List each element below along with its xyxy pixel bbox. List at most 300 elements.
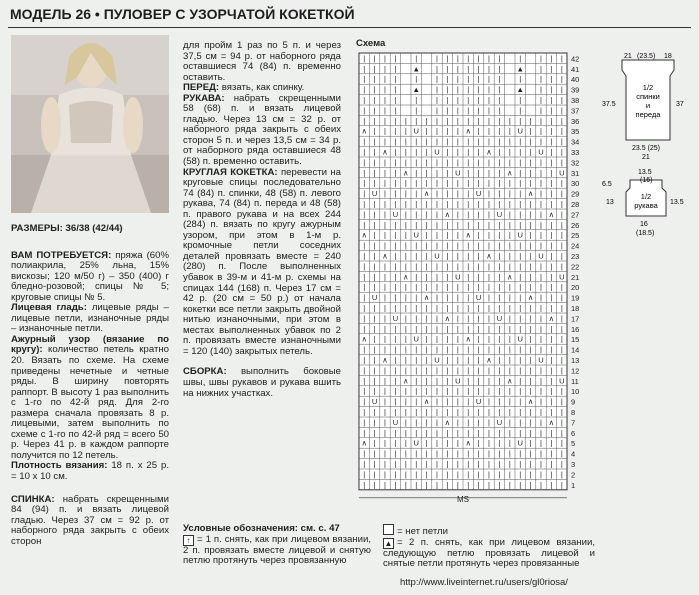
chart-cell: | — [498, 293, 501, 303]
chart-cell: | — [560, 241, 563, 251]
chart-cell: | — [550, 147, 553, 157]
chart-cell: | — [373, 116, 376, 126]
chart-cell: | — [446, 397, 449, 407]
chart-cell: | — [529, 209, 532, 219]
front-label: ПЕРЕД: — [183, 82, 220, 94]
body-bottom: 23.5 (25) — [632, 145, 661, 152]
chart-cell: | — [540, 261, 542, 271]
chart-cell: | — [519, 459, 522, 469]
chart-cell: | — [477, 303, 480, 313]
chart-cell: | — [488, 53, 490, 63]
chart-cell: | — [384, 230, 386, 240]
chart-cell: | — [560, 345, 563, 355]
chart-row-label: 15 — [571, 335, 580, 345]
chart-cell: ∧ — [507, 376, 513, 386]
chart-cell: | — [550, 386, 553, 396]
chart-cell: | — [488, 345, 490, 355]
chart-cell: | — [373, 220, 376, 230]
chart-cell: | — [436, 220, 438, 230]
chart-cell: ∧ — [527, 189, 534, 199]
chart-row-label: 12 — [571, 366, 580, 376]
chart-cell: | — [498, 438, 501, 448]
chart-cell: | — [477, 64, 480, 74]
chart-row-label: 10 — [571, 387, 580, 397]
chart-cell: | — [488, 261, 490, 271]
chart-cell: | — [436, 407, 438, 417]
chart-cell: | — [394, 428, 397, 438]
chart-cell: U — [559, 168, 565, 178]
materials-text: пряжа (60% полиакрила, 25% льна, 15% вискозы; 120 м/50 г) – 350 (400) г бледно-розовой; спицы № 5; круговые спицы № 5. — [11, 249, 169, 303]
chart-cell: | — [519, 261, 522, 271]
chart-cell: | — [488, 449, 490, 459]
chart-cell: ∧ — [486, 147, 492, 157]
chart-cell: | — [508, 189, 511, 199]
chart-cell: | — [394, 116, 397, 126]
chart-cell: | — [436, 449, 438, 459]
chart-cell: | — [404, 428, 407, 438]
chart-cell: | — [373, 251, 376, 261]
chart-cell: | — [363, 397, 366, 407]
chart-cell: | — [488, 428, 490, 438]
chart-cell: | — [425, 209, 428, 219]
chart-row-label: 26 — [571, 220, 580, 230]
chart-cell: | — [540, 95, 542, 105]
chart-cell: | — [467, 355, 470, 365]
chart-cell: | — [550, 345, 553, 355]
chart-cell: | — [467, 261, 470, 271]
chart-cell: U — [392, 417, 399, 427]
chart-cell: ∧ — [361, 230, 367, 240]
chart-cell: | — [477, 469, 480, 479]
chart-cell: | — [540, 376, 542, 386]
chart-cell: | — [540, 105, 542, 115]
chart-cell: | — [488, 137, 490, 147]
chart-cell: | — [467, 178, 470, 188]
chart-cell: | — [560, 386, 563, 396]
chart-cell: | — [498, 469, 501, 479]
chart-cell: | — [477, 137, 480, 147]
chart-cell: | — [550, 157, 553, 167]
chart-cell: | — [488, 199, 490, 209]
chart-cell: | — [519, 189, 522, 199]
chart-cell: | — [456, 157, 459, 167]
chart-cell: | — [436, 64, 438, 74]
chart-cell: | — [467, 303, 470, 313]
chart-cell: | — [508, 365, 511, 375]
chart-cell: | — [394, 293, 397, 303]
chart-cell: | — [456, 178, 459, 188]
chart-cell: | — [467, 168, 470, 178]
chart-cell: | — [446, 469, 449, 479]
chart-cell: | — [529, 459, 532, 469]
chart-cell: | — [404, 480, 407, 490]
sleeve-left: 13 — [606, 199, 614, 206]
chart-cell: | — [446, 116, 449, 126]
chart-cell: | — [384, 469, 386, 479]
chart-cell: | — [373, 313, 376, 323]
chart-cell: | — [425, 230, 428, 240]
chart-cell: | — [436, 303, 438, 313]
chart-cell: | — [373, 53, 376, 63]
chart-cell: | — [404, 116, 407, 126]
chart-cell: | — [446, 137, 449, 147]
chart-cell: | — [415, 480, 418, 490]
chart-cell: | — [436, 272, 438, 282]
chart-cell: | — [384, 282, 386, 292]
chart-cell: | — [508, 417, 511, 427]
chart-cell: | — [540, 272, 542, 282]
chart-cell: | — [394, 157, 397, 167]
chart-cell: | — [498, 397, 501, 407]
chart-cell: | — [415, 178, 418, 188]
chart-cell: U — [538, 355, 544, 365]
chart-cell: | — [550, 241, 553, 251]
chart-cell: | — [384, 220, 386, 230]
chart-cell: | — [498, 137, 501, 147]
chart-cell: | — [373, 168, 376, 178]
chart-cell: | — [508, 178, 511, 188]
chart-cell: | — [446, 480, 449, 490]
chart-cell: | — [550, 355, 553, 365]
chart-cell: | — [519, 469, 522, 479]
chart-cell: | — [508, 209, 511, 219]
chart-cell: ▲ — [516, 85, 524, 95]
chart-cell: | — [446, 449, 449, 459]
chart-cell: | — [560, 126, 563, 136]
chart-cell: | — [488, 241, 490, 251]
chart-cell: | — [498, 272, 501, 282]
no-stitch-symbol-icon — [383, 524, 394, 535]
chart-cell: | — [498, 74, 501, 84]
chart-cell: | — [467, 345, 470, 355]
chart-cell: | — [415, 199, 418, 209]
chart-cell: | — [436, 282, 438, 292]
chart-cell: | — [560, 137, 563, 147]
chart-cell: ∧ — [382, 355, 388, 365]
chart-cell: | — [519, 74, 522, 84]
chart-cell: | — [415, 251, 418, 261]
chart-cell: | — [373, 282, 376, 292]
chart-cell: | — [488, 95, 490, 105]
chart-cell: | — [384, 386, 386, 396]
chart-cell: | — [529, 386, 532, 396]
chart-cell: | — [560, 105, 563, 115]
chart-cell: | — [540, 74, 542, 84]
chart-cell: | — [540, 220, 542, 230]
chart-cell: | — [540, 365, 542, 375]
chart-cell: | — [477, 251, 480, 261]
chart-cell: | — [404, 417, 407, 427]
chart-cell: | — [363, 449, 366, 459]
chart-row-label: 37 — [571, 106, 580, 116]
chart-cell: | — [425, 178, 428, 188]
chart-cell: | — [363, 105, 366, 115]
chart-cell: | — [477, 449, 480, 459]
body-schematic — [600, 50, 692, 160]
chart-cell: | — [404, 303, 407, 313]
chart-cell: | — [456, 261, 459, 271]
chart-cell: | — [415, 313, 418, 323]
chart-cell: | — [467, 95, 470, 105]
chart-cell: | — [529, 199, 532, 209]
chart-cell: | — [384, 168, 386, 178]
chart-cell: | — [415, 397, 418, 407]
chart-cell: | — [436, 157, 438, 167]
chart-cell: | — [477, 438, 480, 448]
chart-cell: U — [517, 230, 523, 240]
chart-cell: ∧ — [423, 293, 430, 303]
chart-cell: | — [384, 438, 386, 448]
chart-cell: | — [529, 449, 532, 459]
chart-cell: | — [540, 209, 542, 219]
chart-cell: | — [560, 261, 563, 271]
chart-cell: | — [519, 480, 522, 490]
chart-cell: | — [436, 230, 438, 240]
title-underline — [8, 27, 691, 28]
chart-cell: | — [550, 126, 553, 136]
chart-cell: | — [519, 147, 522, 157]
chart-cell: | — [467, 251, 470, 261]
chart-cell: | — [363, 157, 366, 167]
chart-cell: | — [415, 428, 418, 438]
chart-cell: | — [373, 85, 376, 95]
chart-cell: | — [498, 449, 501, 459]
chart-cell: U — [517, 334, 523, 344]
openwork-text: количество петель кратно 20. Вязать по схеме. На схеме приведены нечетные и четные ряды. В ширину повторять раппорт. В высоту 1 раз выполнить с 1-го по 42-й ряд. Для 2-го размера сначала провязать 8 р. лицевыми, затем выполнить по схеме с 1-го по 42-й ряд = всего 50 р. Через 41 р. в каждом раппорте получится по 12 петель. — [11, 344, 169, 461]
chart-cell: | — [425, 220, 428, 230]
chart-cell: | — [477, 147, 480, 157]
chart-cell: | — [519, 95, 522, 105]
chart-cell: | — [456, 459, 459, 469]
chart-cell: ∧ — [548, 209, 555, 219]
chart-cell: | — [415, 261, 418, 271]
chart-cell: | — [384, 189, 386, 199]
chart-cell: | — [394, 459, 397, 469]
sleeve-schematic — [600, 168, 692, 238]
chart-cell: | — [384, 428, 386, 438]
chart-cell: | — [446, 345, 449, 355]
chart-cell: | — [404, 293, 407, 303]
chart-cell: | — [519, 407, 522, 417]
chart-cell: | — [404, 157, 407, 167]
chart-row-label: 24 — [571, 241, 580, 251]
chart-cell: | — [394, 376, 397, 386]
chart-cell: | — [529, 480, 532, 490]
legend-item2: = 2 п. снять, как при лицевом вязании, следующую петлю провязать лицевой и снятые петли протянуть через провязанные — [383, 536, 595, 570]
chart-cell: | — [384, 376, 386, 386]
chart-cell: | — [436, 397, 438, 407]
chart-cell: | — [467, 293, 470, 303]
chart-cell: | — [467, 365, 470, 375]
page-title: МОДЕЛЬ 26 • ПУЛОВЕР С УЗОРЧАТОЙ КОКЕТКОЙ — [10, 6, 355, 22]
chart-row-label: 34 — [571, 137, 580, 147]
chart-cell: ∧ — [465, 126, 471, 136]
chart-cell: | — [508, 199, 511, 209]
chart-cell: | — [488, 376, 490, 386]
chart-cell: | — [384, 85, 386, 95]
chart-cell: | — [560, 53, 563, 63]
chart-cell: | — [436, 178, 438, 188]
chart-cell: | — [467, 116, 470, 126]
chart-cell: | — [488, 386, 490, 396]
chart-cell: | — [446, 220, 449, 230]
chart-cell: | — [363, 417, 366, 427]
chart-cell: | — [560, 428, 563, 438]
chart-cell: | — [498, 241, 501, 251]
chart-cell: | — [415, 365, 418, 375]
chart-cell: ∧ — [361, 126, 367, 136]
chart-cell: | — [384, 95, 386, 105]
chart-row-label: 38 — [571, 96, 580, 105]
chart-cell: | — [404, 147, 407, 157]
chart-cell: | — [540, 116, 542, 126]
chart-cell: | — [394, 53, 397, 63]
column-middle — [183, 41, 341, 399]
chart-row-label: 27 — [571, 210, 580, 220]
chart-cell: | — [404, 355, 407, 365]
chart-cell: | — [529, 178, 532, 188]
chart-cell: | — [477, 209, 480, 219]
chart-cell: | — [550, 137, 553, 147]
chart-cell: | — [456, 313, 459, 323]
back-continued: для пройм 1 раз по 5 п. и через 37,5 см = 94 р. от наборного ряда оставшиеся 74 (84) п. временно оставить. — [183, 40, 341, 83]
chart-cell: | — [436, 126, 438, 136]
chart-cell: | — [363, 241, 366, 251]
chart-cell: | — [363, 95, 366, 105]
chart-cell: | — [560, 459, 563, 469]
chart-cell: | — [446, 147, 449, 157]
chart-cell: | — [394, 407, 397, 417]
chart-cell: | — [477, 53, 480, 63]
chart-row-label: 19 — [571, 293, 580, 303]
knitting-chart — [355, 49, 595, 519]
chart-cell: | — [560, 220, 563, 230]
chart-cell: | — [436, 105, 438, 115]
chart-cell: | — [550, 64, 553, 74]
chart-cell: | — [519, 251, 522, 261]
chart-cell: | — [540, 334, 542, 344]
chart-cell: | — [508, 241, 511, 251]
chart-cell: | — [477, 334, 480, 344]
chart-cell: | — [560, 116, 563, 126]
chart-cell: | — [498, 189, 501, 199]
chart-cell: | — [550, 220, 553, 230]
chart-cell: | — [425, 199, 428, 209]
chart-cell: | — [550, 189, 553, 199]
chart-cell: | — [373, 324, 376, 334]
chart-row-label: 20 — [571, 283, 580, 293]
chart-cell: | — [529, 137, 532, 147]
chart-cell: | — [477, 95, 480, 105]
chart-cell: | — [436, 137, 438, 147]
chart-cell: | — [467, 157, 470, 167]
chart-cell: | — [519, 365, 522, 375]
chart-cell: | — [415, 157, 418, 167]
chart-cell: | — [477, 428, 480, 438]
chart-cell: | — [529, 303, 532, 313]
chart-cell: | — [436, 261, 438, 271]
chart-cell: | — [540, 459, 542, 469]
chart-cell: | — [394, 74, 397, 84]
chart-cell: | — [446, 407, 449, 417]
legend-item1: = 1 п. снять, как при лицевом вязании, 2 п. провязать вместе лицевой и снятую петлю протянуть через провязанную — [183, 533, 371, 567]
chart-cell: | — [415, 324, 418, 334]
chart-cell: U — [371, 293, 378, 303]
chart-cell: | — [425, 480, 428, 490]
chart-cell: | — [404, 220, 407, 230]
chart-cell: | — [446, 64, 449, 74]
chart-cell: | — [363, 459, 366, 469]
chart-cell: U — [434, 251, 440, 261]
chart-cell: | — [446, 95, 449, 105]
chart-cell: | — [425, 407, 428, 417]
chart-cell: | — [540, 178, 542, 188]
chart-cell: | — [488, 282, 490, 292]
chart-cell: ∧ — [444, 209, 451, 219]
chart-cell: | — [404, 189, 407, 199]
chart-cell: | — [550, 334, 553, 344]
chart-cell: | — [560, 365, 563, 375]
chart-cell: | — [550, 251, 553, 261]
chart-cell: | — [363, 376, 366, 386]
chart-cell: ∧ — [444, 313, 451, 323]
chart-cell: | — [373, 147, 376, 157]
chart-row-label: 16 — [571, 324, 580, 334]
chart-cell: | — [456, 397, 459, 407]
chart-cell: U — [496, 209, 503, 219]
chart-cell: | — [436, 85, 438, 95]
chart-cell: | — [456, 324, 459, 334]
chart-cell: | — [425, 376, 428, 386]
chart-cell: | — [373, 469, 376, 479]
chart-cell: | — [519, 168, 522, 178]
chart-cell: U — [392, 313, 399, 323]
chart-cell: | — [446, 126, 449, 136]
chart-cell: | — [394, 230, 397, 240]
chart-cell: | — [519, 355, 522, 365]
chart-cell: | — [363, 261, 366, 271]
sleeve-top2: (16) — [640, 177, 653, 184]
chart-cell: | — [404, 365, 407, 375]
chart-cell: U — [413, 126, 419, 136]
chart-cell: | — [384, 303, 386, 313]
chart-cell: | — [540, 53, 542, 63]
chart-cell: | — [404, 469, 407, 479]
chart-cell: | — [425, 137, 428, 147]
body-w-top-left: 21 — [624, 53, 632, 60]
chart-cell: | — [540, 126, 542, 136]
chart-cell: | — [560, 199, 563, 209]
chart-cell: | — [498, 126, 501, 136]
chart-cell: | — [508, 324, 511, 334]
chart-cell: | — [540, 137, 542, 147]
chart-cell: | — [477, 417, 480, 427]
chart-cell: | — [508, 345, 511, 355]
chart-cell: U — [559, 376, 565, 386]
chart-cell: U — [371, 397, 378, 407]
chart-cell: | — [540, 85, 542, 95]
chart-cell: | — [540, 282, 542, 292]
chart-cell: ▲ — [516, 64, 524, 74]
chart-row-label: 29 — [571, 189, 580, 199]
chart-cell: | — [529, 157, 532, 167]
chart-cell: | — [467, 397, 470, 407]
chart-cell: | — [363, 407, 366, 417]
chart-cell: | — [477, 116, 480, 126]
chart-bottom-label: MS — [457, 494, 469, 504]
materials-label: ВАМ ПОТРЕБУЕТСЯ: — [11, 249, 112, 261]
chart-cell: | — [394, 345, 397, 355]
